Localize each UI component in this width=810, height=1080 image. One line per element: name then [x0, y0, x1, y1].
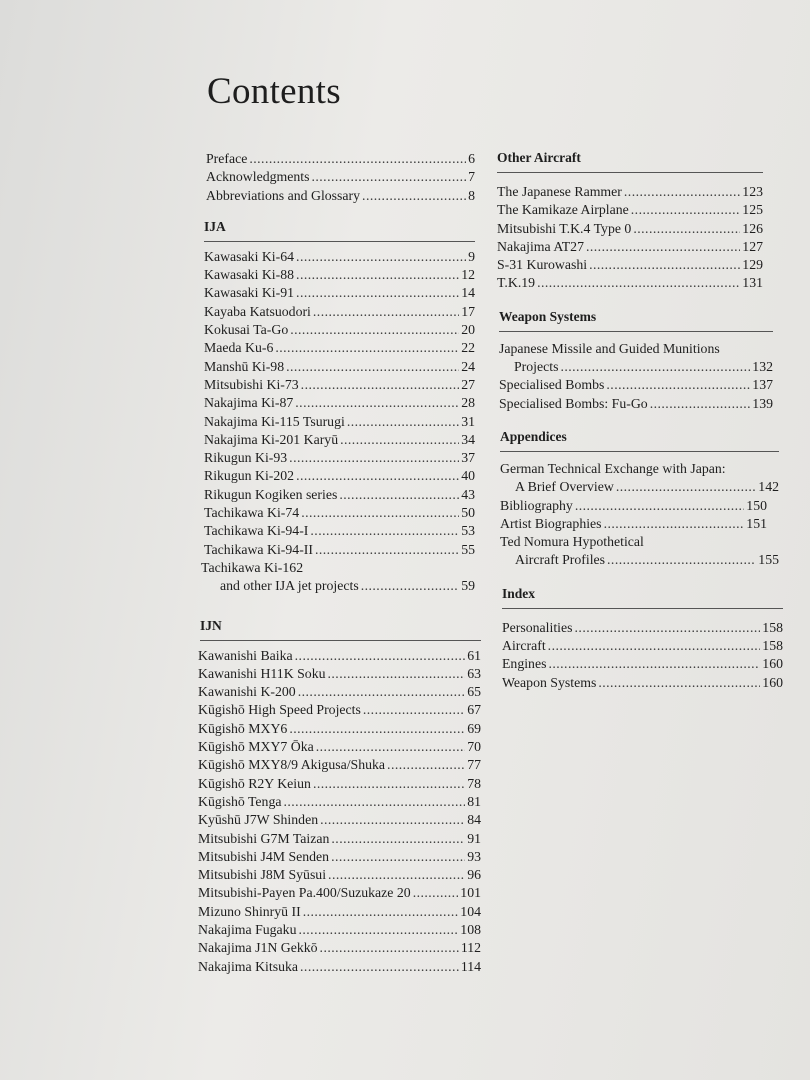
leader-dots — [604, 515, 745, 533]
page-number: 31 — [461, 413, 475, 429]
leader-dots — [339, 486, 459, 504]
toc-entry — [204, 541, 475, 559]
entry-label: Rikugun Ki-202 — [204, 468, 295, 484]
entry-label: The Japanese Rammer — [497, 184, 622, 199]
toc-entry — [204, 358, 475, 376]
page-number: 129 — [742, 257, 763, 273]
entry-label: Specialised Bombs: Fu-Go — [499, 395, 648, 411]
ijn-section — [196, 618, 486, 976]
entry-label: Nakajima AT27 — [497, 238, 584, 254]
page-number: 17 — [461, 303, 475, 319]
entry-label: Mitsubishi Ki-73 — [204, 376, 299, 392]
entry-label: Maeda Ku-6 — [204, 340, 274, 356]
page-number: 69 — [467, 720, 481, 736]
entry-label: Weapon Systems — [502, 674, 597, 690]
page-number: 125 — [742, 202, 763, 218]
page-number: 63 — [467, 665, 481, 681]
entry-label: Preface — [206, 151, 248, 166]
page-number: 24 — [461, 358, 475, 374]
page-number: 70 — [467, 739, 481, 755]
leader-dots — [362, 187, 466, 205]
leader-dots — [249, 150, 466, 168]
page-number: 6 — [468, 151, 475, 166]
page-number: 43 — [461, 486, 475, 502]
toc-entry — [198, 665, 481, 683]
entry-label: Kawasaki Ki-91 — [204, 285, 295, 301]
toc-entry — [502, 619, 783, 637]
page-number: 158 — [762, 638, 783, 654]
entry-label: Kūgishō Tenga — [198, 793, 282, 809]
entry-label: Kūgishō MXY8/9 Akigusa/Shuka — [198, 757, 386, 773]
entry-label: Rikugun Ki-93 — [204, 450, 288, 466]
weapon-systems-entry-list — [499, 376, 773, 413]
toc-entry — [204, 504, 475, 522]
toc-entry — [502, 655, 783, 673]
page-number: 40 — [461, 468, 475, 484]
page-number: 8 — [468, 187, 475, 203]
toc-entry — [204, 266, 475, 284]
toc-entry — [198, 811, 481, 829]
entry-label: Kawasaki Ki-88 — [204, 267, 295, 283]
toc-entry — [204, 486, 475, 504]
toc-entry — [500, 497, 767, 515]
leader-dots — [616, 478, 756, 496]
page-number: 132 — [752, 359, 773, 375]
toc-entry — [204, 449, 475, 467]
toc-entry — [198, 903, 481, 921]
leader-dots — [310, 522, 459, 540]
page-number: 126 — [742, 220, 763, 236]
entry-label: Bibliography — [500, 497, 573, 513]
page-number: 137 — [752, 377, 773, 393]
leader-dots — [331, 848, 465, 866]
ijn-entry-list — [196, 647, 481, 976]
page-number: 55 — [461, 541, 475, 557]
toc-entry — [497, 238, 763, 256]
entry-label: Nakajima Fugaku — [198, 921, 297, 937]
toc-entry — [204, 413, 475, 431]
leader-dots — [320, 811, 465, 829]
toc-entry — [206, 187, 475, 205]
leader-dots — [607, 551, 756, 569]
entry-label: Aircraft — [502, 638, 546, 654]
entry-label: and other IJA jet projects — [220, 578, 359, 594]
entry-label: Tachikawa Ki-94-I — [204, 523, 309, 539]
leader-dots — [290, 321, 459, 339]
page-number: 77 — [467, 757, 481, 773]
toc-entry — [204, 522, 475, 540]
toc-entry — [206, 150, 475, 168]
toc-entry — [198, 647, 481, 665]
section-heading-other-aircraft: Other Aircraft — [497, 150, 763, 173]
page-number: 155 — [758, 552, 779, 568]
toc-entry — [198, 830, 481, 848]
entry-label-line1: Tachikawa Ki-162 — [201, 559, 304, 575]
entry-label-line1: Ted Nomura Hypothetical — [500, 534, 644, 550]
leader-dots — [296, 248, 466, 266]
index-entry-list — [502, 619, 783, 692]
leader-dots — [300, 958, 459, 976]
leader-dots — [295, 394, 459, 412]
entry-label: Kawanishi Baika — [198, 647, 293, 663]
leader-dots — [575, 619, 761, 637]
leader-dots — [313, 775, 465, 793]
page-number: 160 — [762, 656, 783, 672]
entry-label: A Brief Overview — [515, 479, 614, 495]
toc-entry — [198, 720, 481, 738]
page-number: 112 — [460, 940, 481, 956]
leader-dots — [361, 577, 460, 595]
leader-dots — [328, 866, 465, 884]
leader-dots — [548, 655, 760, 673]
toc-entry — [198, 738, 481, 756]
entry-label: Kayaba Katsuodori — [204, 303, 311, 319]
page-number: 139 — [752, 395, 773, 411]
leader-dots — [298, 921, 458, 939]
page-number: 53 — [461, 523, 475, 539]
leader-dots — [560, 358, 750, 376]
entry-label: S-31 Kurowashi — [497, 257, 588, 273]
toc-entry — [499, 395, 773, 413]
leader-dots — [301, 376, 460, 394]
page-number: 160 — [762, 674, 783, 690]
entry-label: Mitsubishi J8M Syūsui — [198, 867, 327, 883]
leader-dots — [363, 701, 465, 719]
page-number: 150 — [746, 497, 767, 513]
leader-dots — [303, 903, 459, 921]
page-number: 96 — [467, 867, 481, 883]
toc-entry — [502, 637, 783, 655]
toc-entry — [198, 939, 481, 957]
entry-label: Kūgishō MXY6 — [198, 720, 288, 736]
leader-dots — [296, 266, 459, 284]
toc-entry — [198, 756, 481, 774]
page-number: 50 — [461, 505, 475, 521]
page-number: 37 — [461, 450, 475, 466]
toc-entry — [198, 921, 481, 939]
entry-label: Nakajima Kitsuka — [198, 958, 299, 974]
leader-dots — [301, 504, 459, 522]
toc-entry — [499, 358, 773, 376]
toc-entry — [500, 478, 779, 496]
page-number: 22 — [461, 340, 475, 356]
ija-entry-list — [196, 248, 475, 559]
toc-entry — [198, 775, 481, 793]
page-number: 108 — [460, 921, 481, 937]
entry-label: Kūgishō MXY7 Ōka — [198, 739, 314, 755]
toc-entry — [198, 884, 481, 902]
entry-label: Tachikawa Ki-74 — [204, 505, 300, 521]
entry-label: Kyūshū J7W Shinden — [198, 812, 319, 828]
toc-entry — [198, 683, 481, 701]
entry-label: Manshū Ki-98 — [204, 358, 285, 374]
toc-entry — [198, 866, 481, 884]
page-number: 78 — [467, 775, 481, 791]
page-number: 142 — [758, 479, 779, 495]
entry-label: Personalities — [502, 619, 573, 635]
leader-dots — [313, 303, 459, 321]
leader-dots — [331, 830, 465, 848]
ija-section — [196, 219, 486, 596]
appendices-section — [497, 429, 779, 570]
toc-entry — [204, 431, 475, 449]
entry-label: Projects — [514, 359, 559, 375]
toc-entry — [500, 551, 779, 569]
appendix-multiline-entry — [500, 460, 779, 497]
toc-entry — [204, 467, 475, 485]
entry-label: T.K.19 — [497, 275, 536, 291]
entry-label: Engines — [502, 656, 547, 672]
page-number: 104 — [460, 903, 481, 919]
leader-dots — [320, 939, 459, 957]
page-number: 101 — [460, 885, 481, 901]
page-number: 81 — [467, 793, 481, 809]
toc-entry — [206, 168, 475, 186]
toc-entry — [204, 376, 475, 394]
section-heading-ija: IJA — [204, 219, 475, 242]
entry-label: Mitsubishi-Payen Pa.400/Suzukaze 20 — [198, 885, 411, 901]
right-column — [497, 150, 787, 692]
front-matter-list — [196, 150, 475, 205]
entry-label: Abbreviations and Glossary — [206, 187, 361, 203]
page-number: 59 — [461, 578, 475, 594]
entry-label: Kawasaki Ki-64 — [204, 248, 295, 264]
page-number: 7 — [468, 169, 475, 185]
toc-entry — [198, 701, 481, 719]
index-section — [497, 586, 783, 692]
page-number: 9 — [468, 248, 475, 264]
leader-dots — [650, 395, 751, 413]
entry-label: Nakajima Ki-115 Tsurugi — [204, 413, 345, 429]
leader-dots — [296, 284, 459, 302]
toc-entry — [204, 339, 475, 357]
toc-entry — [502, 674, 783, 692]
leader-dots — [575, 497, 744, 515]
toc-entry — [198, 848, 481, 866]
toc-entry — [204, 303, 475, 321]
ija-multiline-entry — [196, 559, 475, 596]
entry-label: Mizuno Shinryū II — [198, 903, 301, 919]
toc-entry — [204, 394, 475, 412]
section-heading-index: Index — [502, 586, 783, 609]
entry-label: Kawanishi H11K Soku — [198, 665, 326, 681]
other-aircraft-section — [497, 150, 763, 293]
page-number: 65 — [467, 684, 481, 700]
leader-dots — [340, 431, 459, 449]
leader-dots — [586, 238, 740, 256]
leader-dots — [296, 467, 459, 485]
entry-label: Mitsubishi T.K.4 Type 0 — [497, 220, 632, 236]
page-number: 27 — [461, 376, 475, 392]
appendix-multiline-entry — [500, 533, 779, 570]
leader-dots — [589, 256, 740, 274]
leader-dots — [289, 720, 465, 738]
toc-entry — [499, 376, 773, 394]
toc-entry — [497, 274, 763, 292]
toc-entry — [497, 256, 763, 274]
entry-label: Mitsubishi G7M Taizan — [198, 830, 330, 846]
other-aircraft-entry-list — [497, 183, 763, 293]
section-heading-ijn: IJN — [200, 618, 481, 641]
page-number: 14 — [461, 285, 475, 301]
leader-dots — [315, 541, 459, 559]
entry-label: Kūgishō R2Y Keiun — [198, 775, 311, 791]
entry-label: Nakajima Ki-87 — [204, 395, 294, 411]
weapon-systems-section — [497, 309, 773, 413]
section-heading-weapon-systems: Weapon Systems — [499, 309, 773, 332]
entry-label-line1: Japanese Missile and Guided Munitions — [499, 340, 720, 356]
page-number: 84 — [467, 812, 481, 828]
leader-dots — [295, 647, 466, 665]
toc-entry — [500, 515, 767, 533]
toc-entry — [497, 183, 763, 201]
page-number: 91 — [467, 830, 481, 846]
appendices-entry-list — [500, 497, 767, 534]
page-number: 12 — [461, 267, 475, 283]
entry-label: Kokusai Ta-Go — [204, 322, 289, 338]
leader-dots — [283, 793, 465, 811]
left-column — [196, 150, 486, 976]
page-number: 28 — [461, 395, 475, 411]
leader-dots — [631, 201, 741, 219]
toc-entry — [198, 793, 481, 811]
page-number: 93 — [467, 848, 481, 864]
toc-entry — [497, 220, 763, 238]
page-number: 151 — [746, 515, 767, 531]
page-title: Contents — [207, 71, 341, 112]
toc-entry — [497, 201, 763, 219]
page-number: 123 — [742, 184, 763, 199]
entry-label: Aircraft Profiles — [515, 552, 606, 568]
page-number: 67 — [467, 702, 481, 718]
entry-label: Acknowledgments — [206, 169, 310, 185]
leader-dots — [316, 738, 465, 756]
leader-dots — [387, 756, 465, 774]
leader-dots — [286, 358, 459, 376]
leader-dots — [624, 183, 740, 201]
leader-dots — [311, 168, 466, 186]
leader-dots — [328, 665, 466, 683]
toc-entry — [204, 284, 475, 302]
entry-label: Rikugun Kogiken series — [204, 486, 338, 502]
page-number: 158 — [762, 619, 783, 635]
toc-entry — [204, 321, 475, 339]
leader-dots — [548, 637, 761, 655]
entry-label: Artist Biographies — [500, 515, 602, 531]
leader-dots — [606, 376, 750, 394]
entry-label: Specialised Bombs — [499, 377, 605, 393]
entry-label: Nakajima J1N Gekkō — [198, 940, 318, 956]
page-number: 34 — [461, 431, 475, 447]
page-number: 61 — [467, 647, 481, 663]
toc-entry — [198, 958, 481, 976]
toc-entry — [204, 248, 475, 266]
toc-entry — [201, 577, 475, 595]
leader-dots — [413, 884, 459, 902]
entry-label: Tachikawa Ki-94-II — [204, 541, 313, 557]
leader-dots — [347, 413, 459, 431]
leader-dots — [289, 449, 459, 467]
leader-dots — [537, 274, 740, 292]
weapon-multiline-entry — [499, 340, 773, 377]
page-number: 131 — [742, 275, 763, 291]
entry-label: Kūgishō High Speed Projects — [198, 702, 361, 718]
entry-label: Nakajima Ki-201 Karyū — [204, 431, 339, 447]
entry-label: The Kamikaze Airplane — [497, 202, 629, 218]
leader-dots — [298, 683, 465, 701]
page-number: 127 — [742, 238, 763, 254]
leader-dots — [633, 220, 740, 238]
leader-dots — [275, 339, 459, 357]
entry-label: Mitsubishi J4M Senden — [198, 848, 330, 864]
leader-dots — [598, 674, 760, 692]
section-heading-appendices: Appendices — [500, 429, 779, 452]
page-number: 20 — [461, 322, 475, 338]
entry-label: Kawanishi K-200 — [198, 684, 296, 700]
page-number: 114 — [460, 958, 481, 974]
entry-label-line1: German Technical Exchange with Japan: — [500, 460, 726, 476]
